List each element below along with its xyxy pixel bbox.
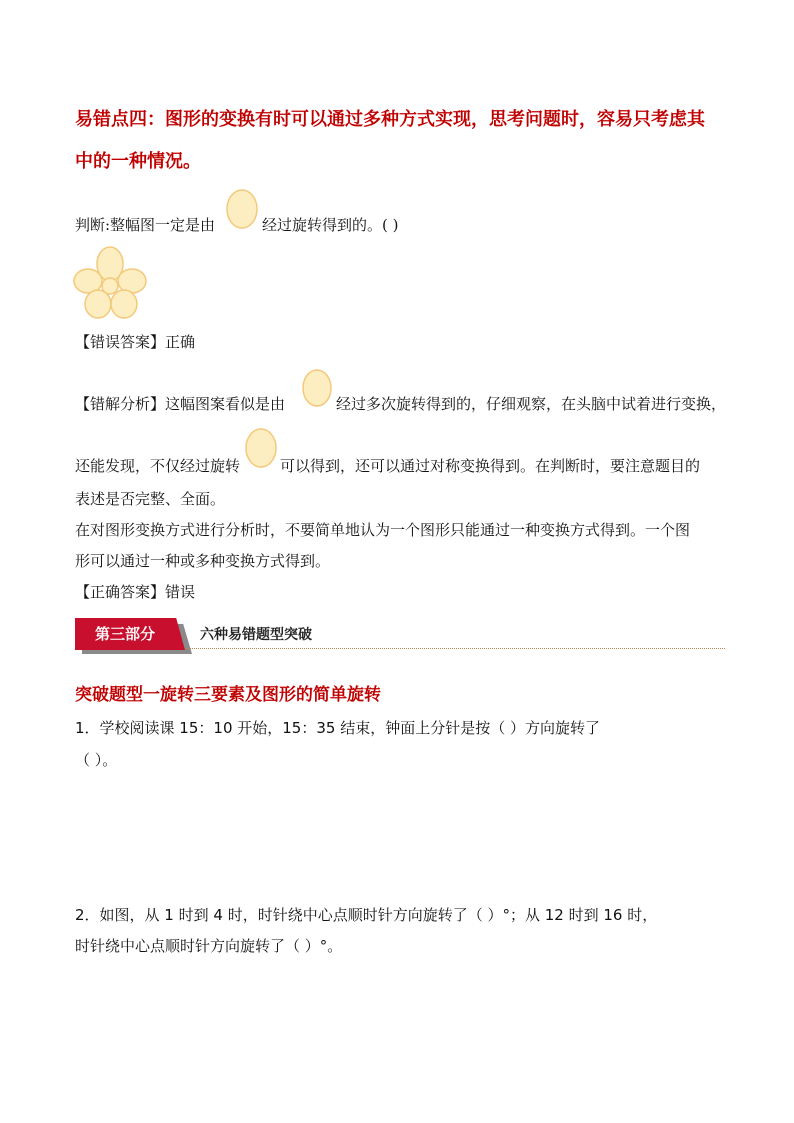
question2-line2: 时针绕中心点顺时针方向旋转了（ ）°。 [75,937,343,955]
mistake-heading-line1: 易错点四：图形的变换有时可以通过多种方式实现，思考问题时，容易只考虑其 [75,109,705,130]
single-petal-icon [243,427,279,469]
question1-line2: （ ）。 [75,751,118,769]
analysis-line2-b: 可以得到，还可以通过对称变换得到。在判断时，要注意题目的 [280,457,701,475]
analysis-line3: 表述是否完整、全面。 [75,490,226,508]
correct-answer-label: 【正确答案】错误 [75,583,196,601]
section-divider [185,648,725,649]
wrong-answer-label: 【错误答案】正确 [75,333,196,351]
section-badge: 第三部分 [94,625,155,643]
analysis-line5: 形可以通过一种或多种变换方式得到。 [75,552,331,570]
judge-prefix: 判断:整幅图一定是由 [75,216,216,234]
five-petal-flower-icon [70,244,160,324]
breakthrough-heading: 突破题型一旋转三要素及图形的简单旋转 [75,685,381,705]
question2-line1: 2．如图，从 1 时到 4 时，时针绕中心点顺时针方向旋转了（ ）°；从 12 时到 16 时， [75,906,658,924]
analysis-line2-a: 还能发现，不仅经过旋转 [75,457,241,475]
analysis-line1-b: 经过多次旋转得到的，仔细观察，在头脑中试着进行变换， [336,395,727,413]
mistake-heading-line2: 中的一种情况。 [75,151,201,172]
analysis-line1-a: 【错解分析】这幅图案看似是由 [75,395,286,413]
single-petal-icon [224,188,260,230]
judge-suffix: 经过旋转得到的。( ) [262,216,399,234]
analysis-line4: 在对图形变换方式进行分析时，不要简单地认为一个图形只能通过一种变换方式得到。一个图 [75,521,691,539]
single-petal-icon [300,368,334,408]
section-title: 六种易错题型突破 [200,627,312,643]
question1-line1: 1．学校阅读课 15：10 开始，15：35 结束，钟面上分针是按（ ）方向旋转了 [75,719,600,737]
